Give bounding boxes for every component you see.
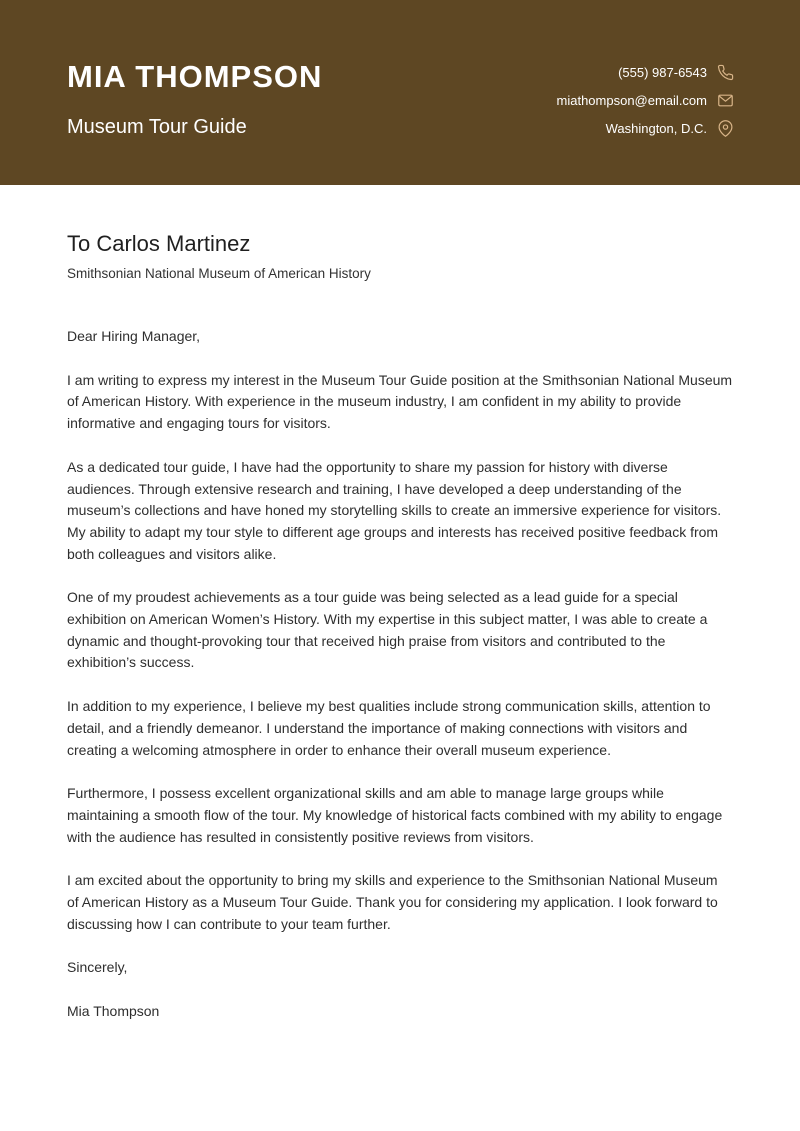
letter-paragraph: I am excited about the opportunity to bring my skills and experience to the Smithsonian National Museum of American History as a Museum Tour Guide. Thank you for considering my application. I look forward to discussing how I can contribute to your team further. <box>67 872 718 932</box>
letter-paragraph: As a dedicated tour guide, I have had the opportunity to share my passion for history with diverse audiences. Through extensive research and training, I have developed a deep understanding of the museum’s collections and have honed my storytelling skills to create an immersive experience for visitors. My ability to adapt my tour style to different age groups and interests has received positive feedback from both colleagues and visitors alike. <box>67 458 722 562</box>
contact-phone-row <box>618 64 734 81</box>
letter-paragraph: I am writing to express my interest in the Museum Tour Guide position at the Smithsonian National Museum of American History. With experience in the museum industry, I am confident in my ability to provide informative and engaging tours for visitors. <box>67 371 733 432</box>
email-address: miathompson@email.com <box>556 93 707 108</box>
recipient-organization: Smithsonian National Museum of American History <box>67 266 371 281</box>
contact-email-row <box>557 92 734 109</box>
phone-icon <box>717 64 734 81</box>
job-title: Museum Tour Guide <box>67 116 247 138</box>
letter-paragraph: Furthermore, I possess excellent organizational skills and am able to manage large groups while maintaining a smooth flow of the tour. My knowledge of historical facts combined with my ability to engage with the audience has resulted in consistently positive reviews from visitors. <box>67 785 723 845</box>
contact-location-row <box>606 120 734 137</box>
letter-paragraph: One of my proudest achievements as a tour guide was being selected as a lead guide for a special exhibition on American Women’s History. With my expertise in this subject matter, I was able to create a dynamic and thought-provoking tour that received high praise from visitors and contributed to the exhibition’s success. <box>67 589 708 671</box>
letter-paragraphs <box>67 370 733 936</box>
closing: Sincerely, <box>67 959 128 976</box>
location-pin-icon <box>717 120 734 137</box>
person-name: MIA THOMPSON <box>67 59 323 94</box>
contact-info <box>557 0 734 185</box>
email-icon <box>717 92 734 109</box>
header-band <box>0 0 800 185</box>
letter-paragraph: In addition to my experience, I believe my best qualities include strong communication skills, attention to detail, and a friendly demeanor. I understand the importance of making connections with visitors and creating a welcoming atmosphere in order to enhance their overall museum experience. <box>67 698 711 758</box>
salutation: Dear Hiring Manager, <box>67 328 201 344</box>
phone-number: (555) 987-6543 <box>618 65 707 80</box>
letter-body <box>0 185 800 1023</box>
recipient-name: To Carlos Martinez <box>67 231 251 256</box>
identity-block <box>67 0 322 185</box>
location-text: Washington, D.C. <box>605 121 707 136</box>
signature-name: Mia Thompson <box>67 1003 160 1020</box>
